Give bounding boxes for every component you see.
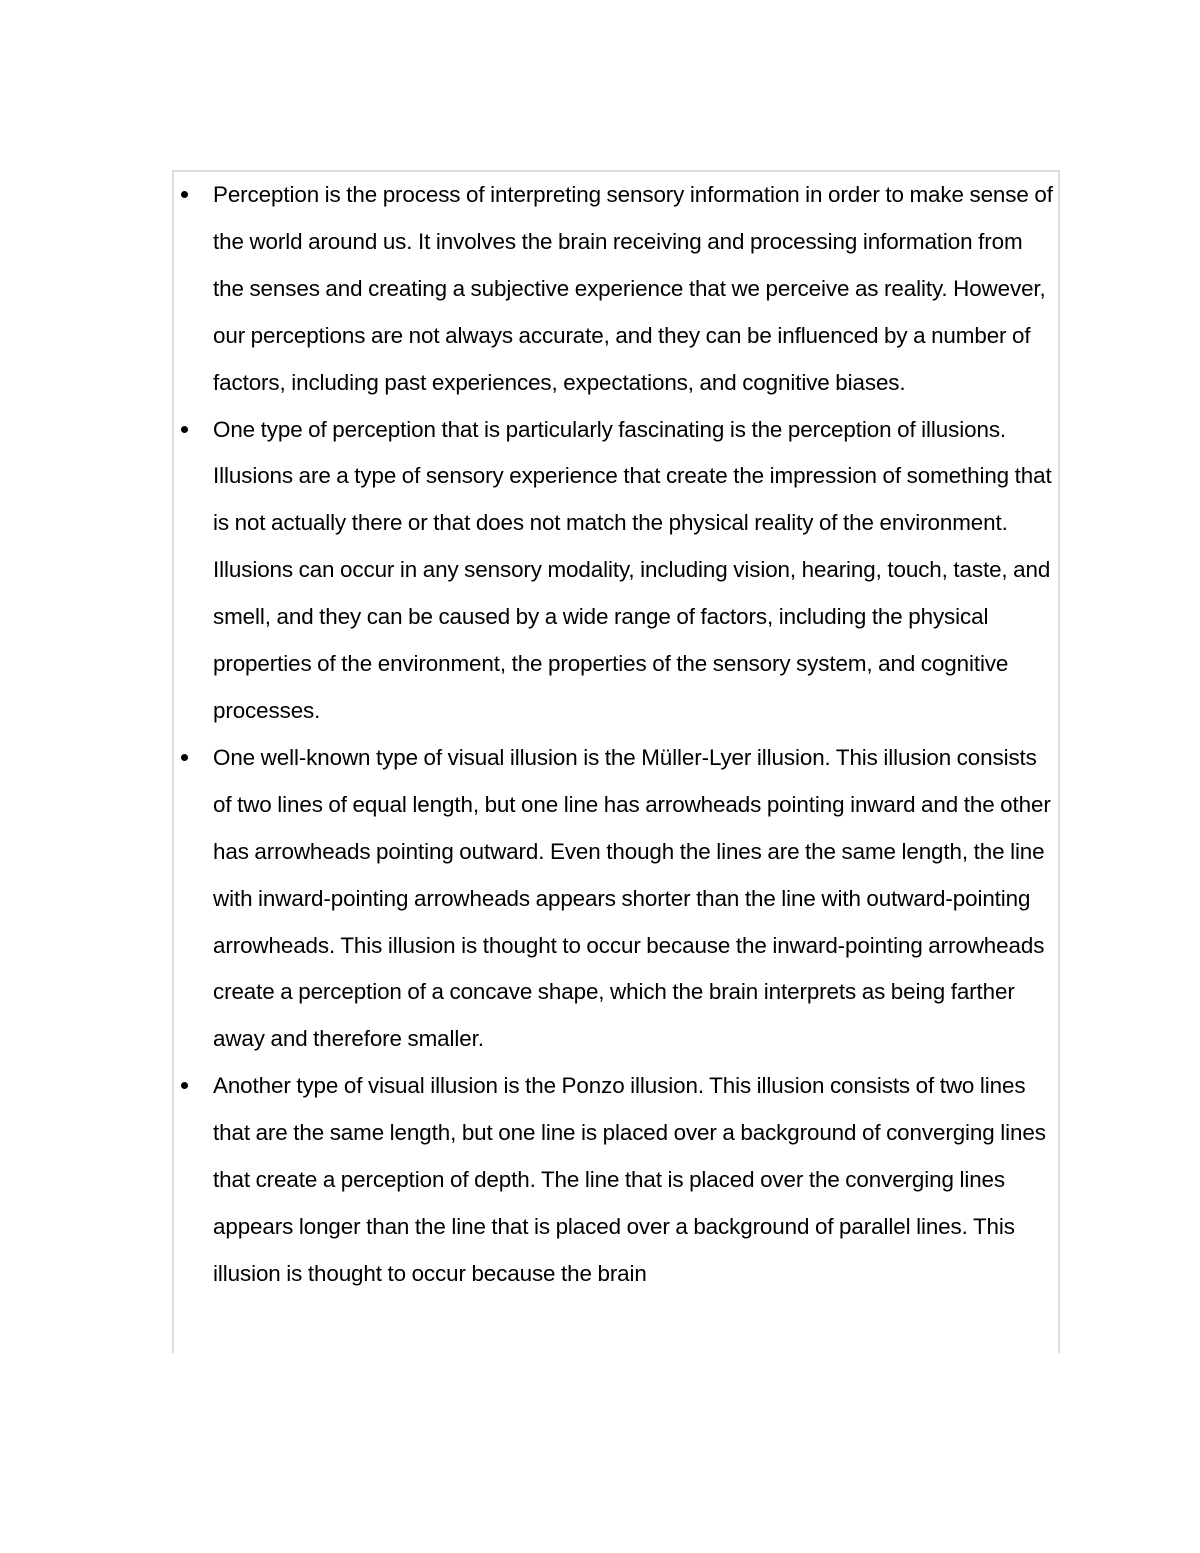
bullet-item	[174, 407, 1058, 735]
bullet-item	[174, 1063, 1058, 1298]
bullet-text: One well-known type of visual illusion is the Müller-Lyer illusion. This illusion consists of two lines of equal length, but one line has arrowheads pointing inward and the other has arrowheads pointing outward. Even though the lines are the same length, the line with inward-pointing arrowheads appears shorter than the line with outward-pointing arrowheads. This illusion is thought to occur because the inward-pointing arrowheads create a perception of a concave shape, which the brain interprets as being farther away and therefore smaller.	[213, 744, 1051, 1052]
bullet-dot-icon	[181, 191, 188, 198]
bullet-dot-icon	[181, 426, 188, 433]
bullet-text: Another type of visual illusion is the Ponzo illusion. This illusion consists of two lines that are the same length, but one line is placed over a background of converging lines that create a perception of depth. The line that is placed over the converging lines appears longer than the line that is placed over a background of parallel lines. This illusion is thought to occur because the brain	[213, 1073, 1046, 1286]
bullet-item	[174, 735, 1058, 1063]
bullet-list	[174, 172, 1058, 1298]
content-frame	[172, 170, 1060, 1353]
bullet-text: Perception is the process of interpreting sensory information in order to make sense of the world around us. It involves the brain receiving and processing information from the senses and creating a subjective experience that we perceive as reality. However, our perceptions are not always accurate, and they can be influenced by a number of factors, including past experiences, expectations, and cognitive biases.	[213, 182, 1053, 395]
bullet-item	[174, 172, 1058, 407]
bullet-text: One type of perception that is particularly fascinating is the perception of illusions. Illusions are a type of sensory experience that create the impression of something that is not actually there or that does not match the physical reality of the environment. Illusions can occur in any sensory modality, including vision, hearing, touch, taste, and smell, and they can be caused by a wide range of factors, including the physical properties of the environment, the properties of the sensory system, and cognitive processes.	[213, 416, 1052, 723]
bullet-dot-icon	[181, 1082, 188, 1089]
bullet-dot-icon	[181, 754, 188, 761]
